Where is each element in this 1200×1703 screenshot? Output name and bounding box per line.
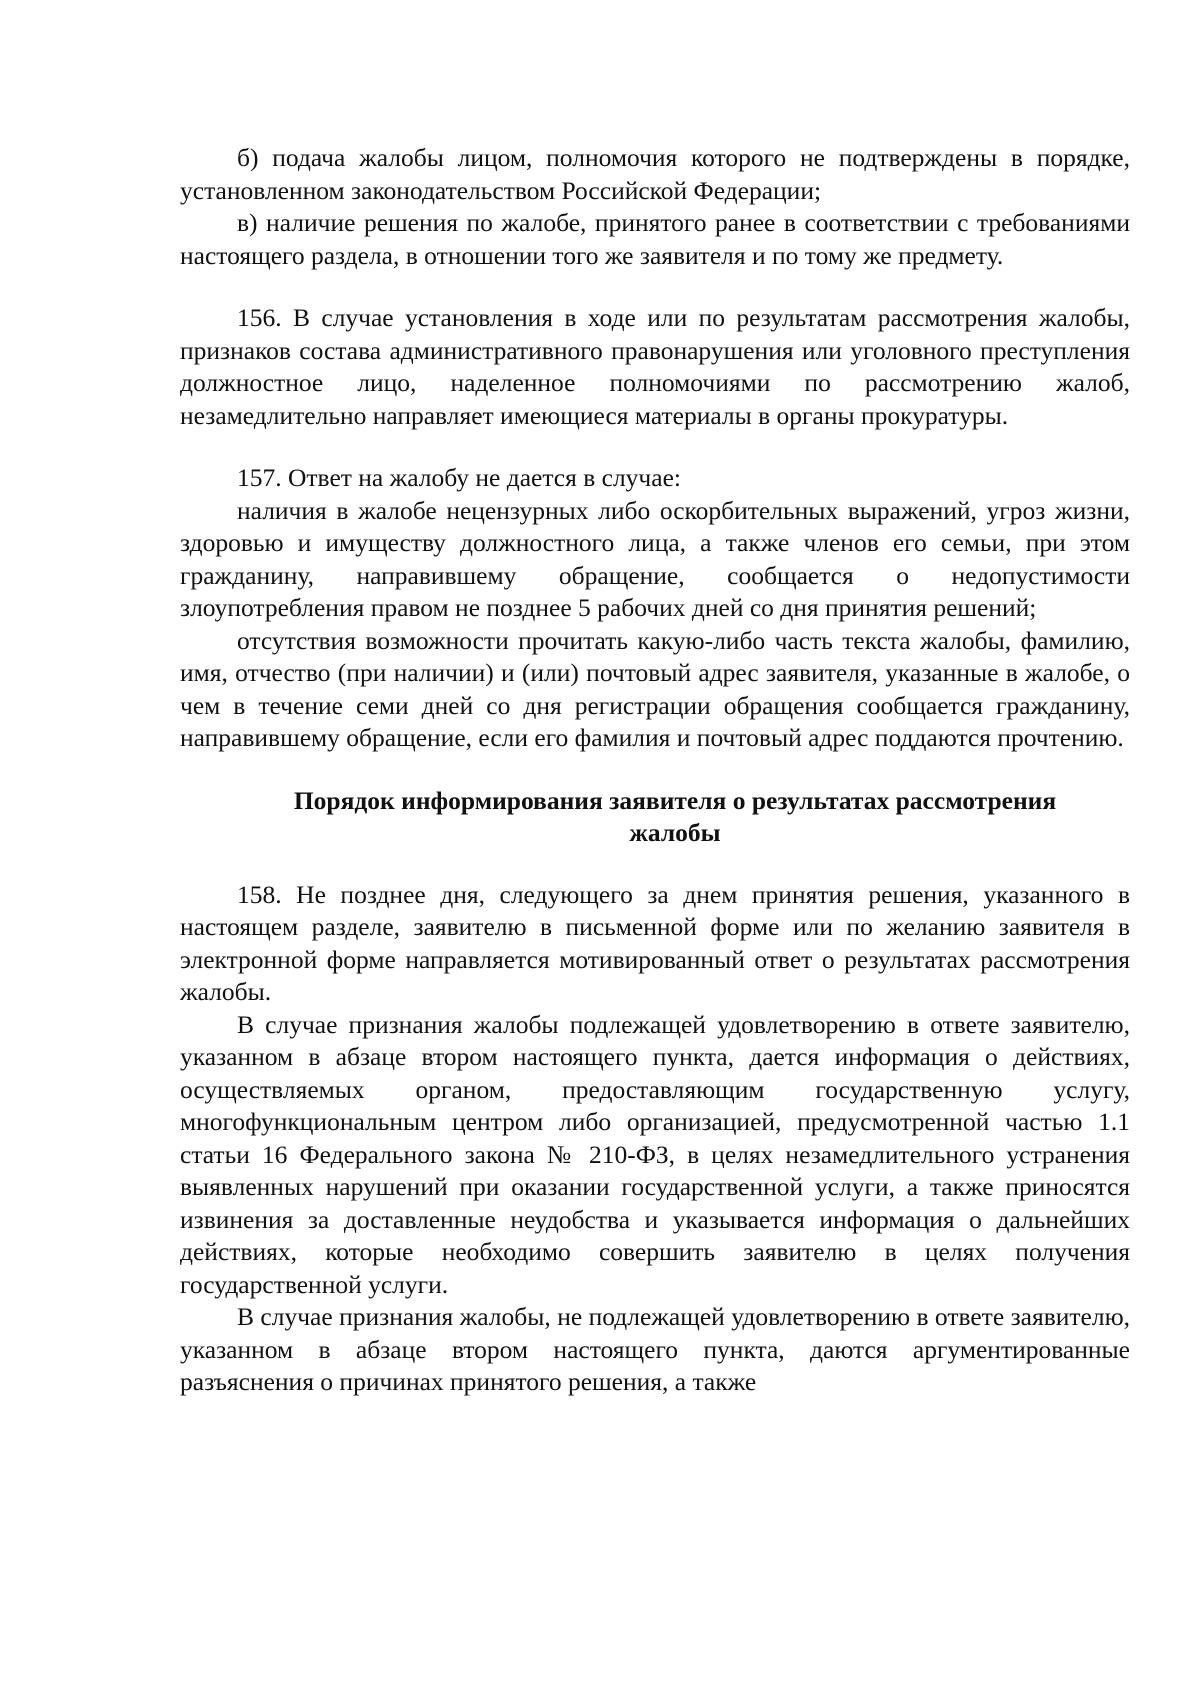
- paragraph-158: 158. Не позднее дня, следующего за днем принятия решения, указанного в настоящем разделе, заявителю в письменной форме или по желанию заявителя в электронной форме направляется мотивированный ответ о результатах рассмотрения жалобы.: [180, 879, 1130, 1006]
- paragraph-155-b: б) подача жалобы лицом, полномочия которого не подтверждены в порядке, установленном законодательством Российской Федерации;: [180, 143, 1130, 205]
- paragraph-158-part-3: В случае признания жалобы, не подлежащей удовлетворению в ответе заявителю, указанном в абзаце втором настоящего пункта, даются аргументированные разъяснения о причинах принятого решения, а также: [180, 1302, 1130, 1396]
- spacer: [180, 432, 1130, 462]
- section-heading: [180, 785, 1130, 849]
- spacer: [180, 272, 1130, 302]
- document-body: [180, 142, 1130, 1399]
- paragraph-155-v: в) наличие решения по жалобе, принятого ранее в соответствии с требованиями настоящего раздела, в отношении того же заявителя и по тому же предмету.: [180, 208, 1130, 270]
- paragraph-156: 156. В случае установления в ходе или по результатам рассмотрения жалобы, признаков состава административного правонарушения или уголовного преступления должностное лицо, наделенное полномочиями по рассмотрению жалоб, незамедлительно направляет имеющиеся материалы в органы прокуратуры.: [180, 303, 1130, 430]
- paragraph-157-item-2: отсутствия возможности прочитать какую-либо часть текста жалобы, фамилию, имя, отчество (при наличии) и (или) почтовый адрес заявителя, указанные в жалобе, о чем в течение семи дней со дня регистрации обращения сообщается гражданину, направившему обращение, если его фамилия и почтовый адрес поддаются прочтению.: [180, 625, 1130, 752]
- section-heading-line-2: жалобы: [629, 817, 721, 847]
- paragraph-157: 157. Ответ на жалобу не дается в случае:: [237, 463, 681, 492]
- spacer: [180, 755, 1130, 785]
- spacer: [180, 849, 1130, 879]
- paragraph-157-item-1: наличия в жалобе нецензурных либо оскорбительных выражений, угроз жизни, здоровью и имуществу должностного лица, а также членов его семьи, при этом гражданину, направившему обращение, сообщается о недопустимости злоупотребления правом не позднее 5 рабочих дней со дня принятия решений;: [180, 495, 1130, 622]
- paragraph-158-part-2: В случае признания жалобы подлежащей удовлетворению в ответе заявителю, указанном в абзаце втором настоящего пункта, дается информация о действиях, осуществляемых органом, предоставляющим государственную услугу, многофункциональным центром либо организацией, предусмотренной частью 1.1 статьи 16 Федерального закона № 210-ФЗ, в целях незамедлительного устранения выявленных нарушений при оказании государственной услуги, а также приносятся извинения за доставленные неудобства и указывается информация о дальнейших действиях, которые необходимо совершить заявителю в целях получения государственной услуги.: [180, 1009, 1130, 1299]
- section-heading-line-1: Порядок информирования заявителя о результатах рассмотрения: [293, 785, 1057, 815]
